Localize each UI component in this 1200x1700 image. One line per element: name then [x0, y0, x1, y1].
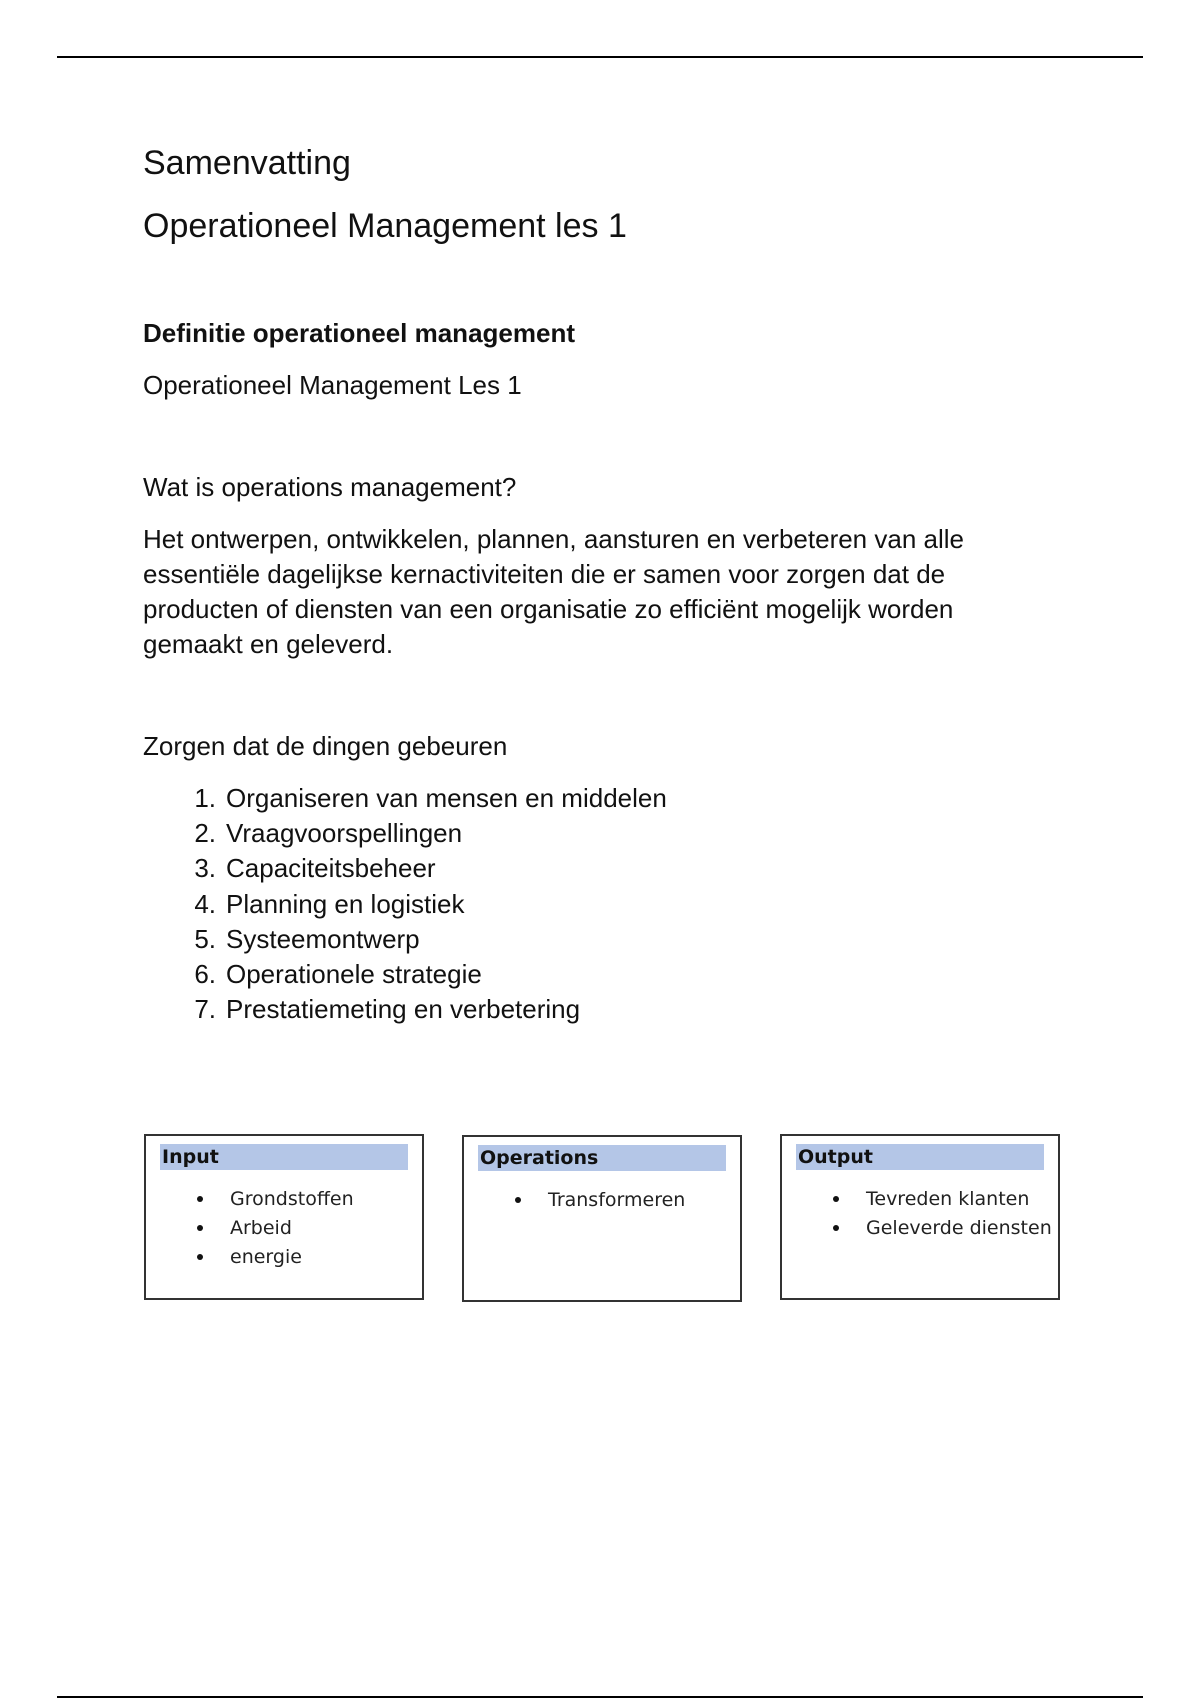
list-intro: Zorgen dat de dingen gebeuren: [143, 731, 508, 761]
list-number: 2.: [194, 818, 216, 849]
operations-box-list: [464, 1185, 740, 1214]
list-number: 5.: [194, 923, 216, 954]
list-item: [143, 992, 667, 1027]
list-item-text: energie: [230, 1245, 302, 1268]
list-number: 4.: [194, 888, 216, 919]
list-item-text: Operationele strategie: [226, 958, 482, 989]
list-item-text: Geleverde diensten: [866, 1216, 1052, 1239]
list-item: [146, 1242, 422, 1271]
list-item: [143, 816, 667, 851]
list-item: [782, 1213, 1058, 1242]
operations-box: [462, 1135, 742, 1302]
list-item-text: Capaciteitsbeheer: [226, 853, 436, 884]
bullet-icon: [515, 1197, 521, 1203]
section-subtitle: Operationeel Management Les 1: [143, 370, 522, 400]
bottom-rule: [57, 1696, 1143, 1698]
output-box-title: Output: [796, 1144, 1044, 1170]
top-rule: [57, 56, 1143, 58]
document-subtitle-title: Operationeel Management les 1: [143, 207, 627, 245]
input-box-list: [146, 1184, 422, 1271]
bullet-icon: [197, 1254, 203, 1260]
input-box: [144, 1134, 424, 1300]
list-item: [143, 781, 667, 816]
list-item: [146, 1213, 422, 1242]
output-box-list: [782, 1184, 1058, 1242]
steps-list: [143, 781, 667, 1027]
document-title: Samenvatting: [143, 144, 351, 182]
list-item-text: Prestatiemeting en verbetering: [226, 994, 581, 1025]
list-item-text: Vraagvoorspellingen: [226, 818, 463, 849]
list-item-text: Tevreden klanten: [866, 1187, 1030, 1210]
list-number: 1.: [194, 783, 216, 813]
definition-paragraph: Het ontwerpen, ontwikkelen, plannen, aansturen en verbeteren van alle essentiële dagelijkse kernactiviteiten die er samen voor zorgen dat de producten of diensten van een organisatie zo efficiënt mogelijk worden gemaakt en geleverd.: [143, 524, 964, 659]
list-item-text: Transformeren: [548, 1188, 686, 1211]
list-item: [146, 1184, 422, 1213]
list-item-text: Systeemontwerp: [226, 923, 420, 954]
list-item: [143, 887, 667, 922]
section-heading: Definitie operationeel management: [143, 318, 575, 348]
question-text: Wat is operations management?: [143, 472, 517, 502]
output-box: [780, 1134, 1060, 1300]
bullet-icon: [197, 1196, 203, 1202]
list-number: 3.: [194, 853, 216, 884]
list-item: [143, 851, 667, 886]
list-item: [143, 922, 667, 957]
list-item: [782, 1184, 1058, 1213]
input-box-title: Input: [160, 1144, 408, 1170]
list-item-text: Grondstoffen: [230, 1187, 354, 1210]
operations-box-title: Operations: [478, 1145, 726, 1171]
bullet-icon: [197, 1225, 203, 1231]
bullet-icon: [833, 1225, 839, 1231]
bullet-icon: [833, 1196, 839, 1202]
list-item-text: Arbeid: [230, 1216, 292, 1239]
list-item-text: Planning en logistiek: [226, 888, 465, 919]
list-item-text: Organiseren van mensen en middelen: [226, 783, 667, 813]
list-number: 6.: [194, 958, 216, 989]
list-item: [143, 957, 667, 992]
list-number: 7.: [194, 994, 216, 1025]
list-item: [464, 1185, 740, 1214]
